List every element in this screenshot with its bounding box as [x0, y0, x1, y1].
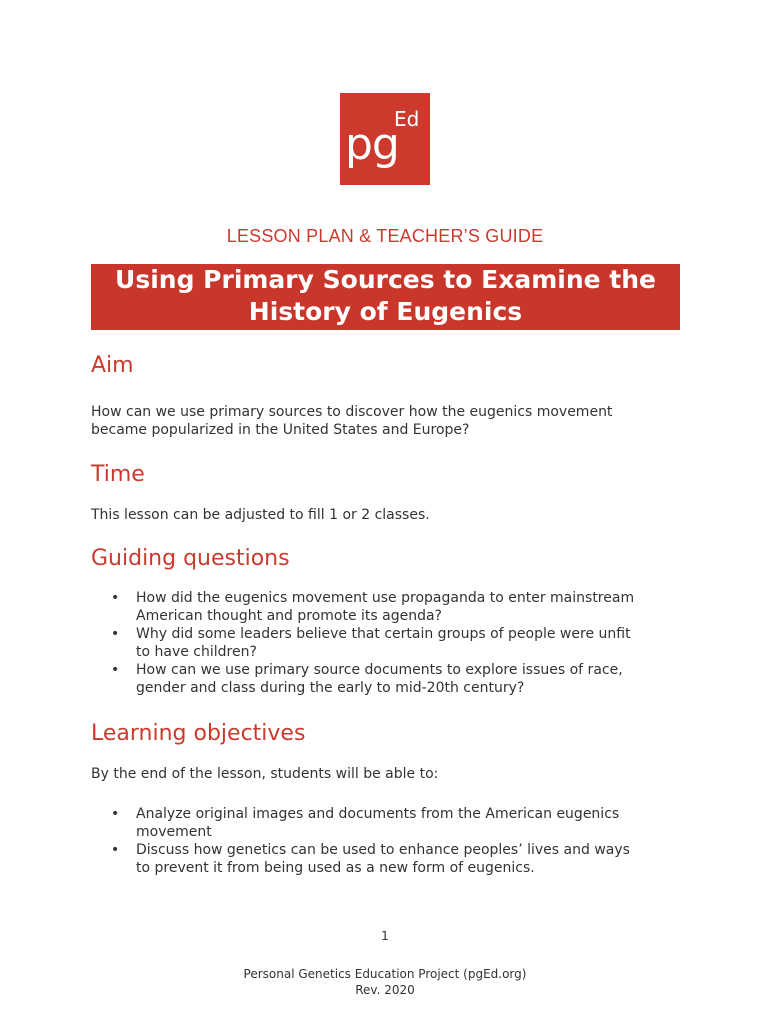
bullet-icon: • [111, 842, 120, 858]
list-item [111, 625, 691, 661]
list-item [111, 805, 691, 841]
list-item-line: gender and class during the early to mid-20th century? [136, 680, 525, 696]
bullet-icon: • [111, 626, 120, 642]
document-subtitle: LESSON PLAN & TEACHER’S GUIDE [226, 226, 544, 246]
list-item-line: to have children? [136, 644, 257, 660]
aim-text [91, 403, 691, 439]
footer-line-1: Personal Genetics Education Project (pgEd.org) [243, 967, 527, 981]
page-footer [0, 966, 770, 998]
logo-main-text: pg [345, 119, 399, 170]
list-item [111, 841, 691, 877]
bullet-icon: • [111, 806, 120, 822]
time-heading: Time [91, 462, 145, 487]
aim-text-line-1: How can we use primary sources to discover how the eugenics movement [91, 404, 613, 420]
list-item-line: to prevent it from being used as a new form of eugenics. [136, 860, 535, 876]
guiding-questions-heading: Guiding questions [91, 546, 290, 571]
learning-objectives-heading: Learning objectives [91, 721, 306, 746]
list-item-line: Analyze original images and documents from the American eugenics [136, 806, 620, 822]
guiding-questions-list [111, 589, 691, 697]
page-number: 1 [381, 929, 389, 943]
title-line-1: Using Primary Sources to Examine the [115, 265, 656, 294]
time-text: This lesson can be adjusted to fill 1 or 2 classes. [91, 507, 430, 523]
document-title [91, 264, 680, 330]
aim-text-line-2: became popularized in the United States and Europe? [91, 422, 470, 438]
footer-line-2: Rev. 2020 [355, 983, 415, 997]
bullet-icon: • [111, 590, 120, 606]
title-line-2: History of Eugenics [248, 297, 523, 326]
learning-objectives-list [111, 805, 691, 877]
list-item [111, 661, 691, 697]
list-item-line: Discuss how genetics can be used to enhance peoples’ lives and ways [136, 842, 630, 858]
list-item-line: How did the eugenics movement use propaganda to enter mainstream [136, 590, 635, 606]
list-item-line: American thought and promote its agenda? [136, 608, 442, 624]
bullet-icon: • [111, 662, 120, 678]
learning-objectives-intro: By the end of the lesson, students will be able to: [91, 766, 439, 782]
aim-heading: Aim [91, 353, 134, 378]
list-item [111, 589, 691, 625]
list-item-line: How can we use primary source documents to explore issues of race, [136, 662, 623, 678]
logo-superscript-text: Ed [394, 107, 420, 131]
pged-logo [340, 93, 430, 185]
list-item-line: Why did some leaders believe that certain groups of people were unfit [136, 626, 631, 642]
list-item-line: movement [136, 824, 212, 840]
